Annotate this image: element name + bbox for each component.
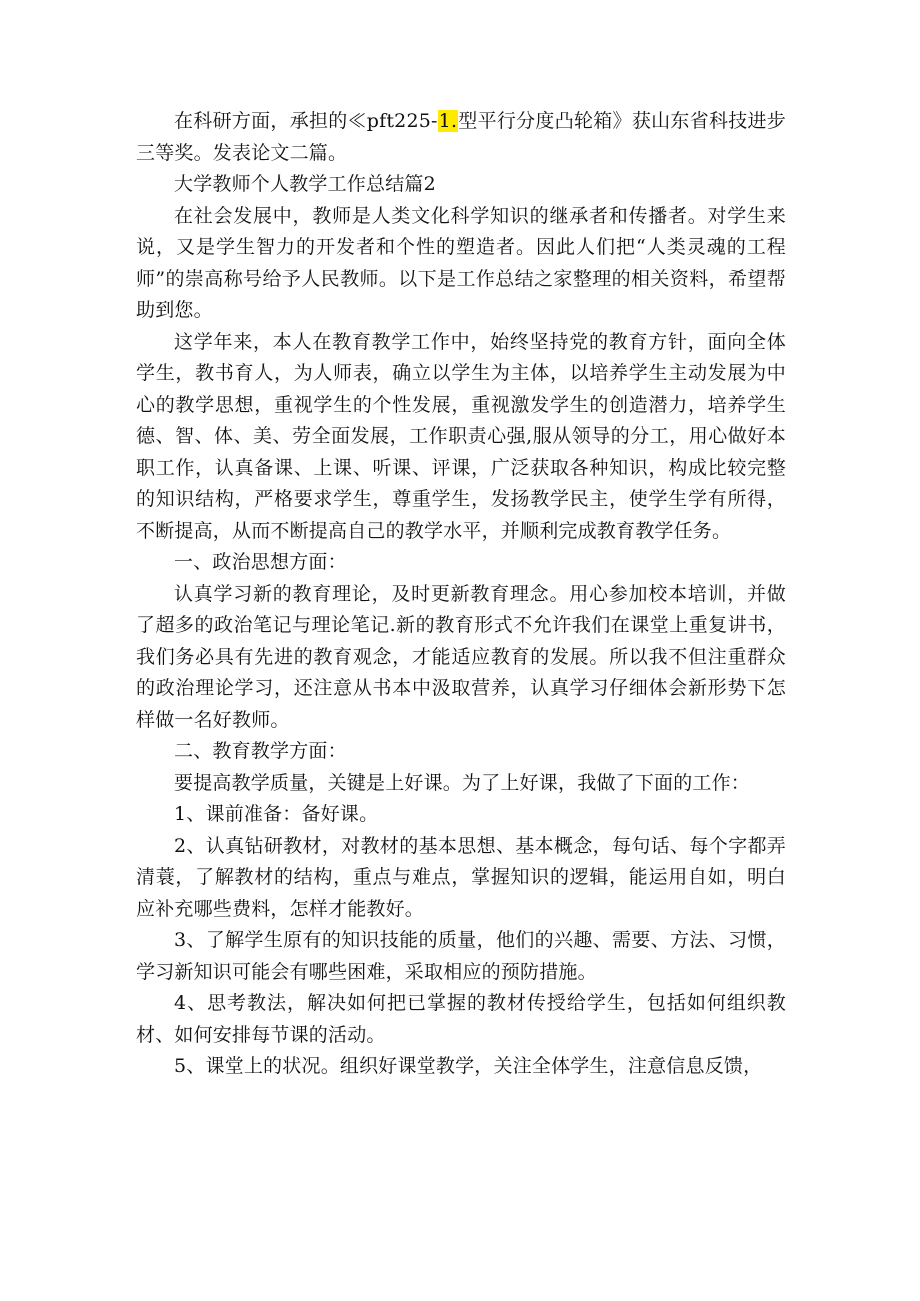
list-item-5: 5、课堂上的状况。组织好课堂教学，关注全体学生，注意信息反馈， (174, 1055, 763, 1077)
paragraph-political: 认真学习新的教育理论，及时更新教育理念。用心参加校本培训，并做了超多的政治笔记与理论笔记.新的教育形式不允许我们在课堂上重复讲书，我们务必具有先进的教育观念，才能适应教育的发展。所以我不但注重群众的政治理论学习，还注意从书本中汲取营养，认真学习仔细体会新形势下怎样做一名好教师。 (136, 582, 786, 731)
section-title: 大学教师个人教学工作总结篇2 (174, 173, 436, 195)
list-item-1: 1、课前准备：备好课。 (174, 803, 379, 825)
list-item-2: 2、认真钻研教材，对教材的基本思想、基本概念，每句话、每个字都弄清蓑，了解教材的结构，重点与难点，掌握知识的逻辑，能运用自如，明白应补充哪些费料，怎样才能教好。 (136, 834, 786, 920)
paragraph-intro: 在社会发展中，教师是人类文化科学知识的继承者和传播者。对学生来说，又是学生智力的开发者和个性的塑造者。因此人们把“人类灵魂的工程师”的崇高称号给予人民教师。以下是工作总结之家整理的相关资料，希望帮助到您。 (136, 204, 786, 321)
highlighted-text: 1. (438, 110, 458, 132)
document-page (136, 106, 786, 1083)
heading-political: 一、政治思想方面： (174, 551, 347, 573)
paragraph-research (136, 106, 786, 169)
list-item-4: 4、思考教法，解决如何把已掌握的教材传授给学生，包括如何组织教材、如何安排每节课的活动。 (136, 992, 786, 1046)
paragraph-teaching-intro: 要提高教学质量，关键是上好课。为了上好课，我做了下面的工作： (174, 771, 751, 794)
research-text-before: 在科研方面，承担的≪pft225- (174, 110, 438, 132)
list-item-3: 3、了解学生原有的知识技能的质量，他们的兴趣、需要、方法、习惯，学习新知识可能会有哪些困难，采取相应的预防措施。 (136, 929, 786, 983)
research-text-after: 型平行分度凸轮箱》获山东省科技进步三等奖。发表论文二篇。 (136, 110, 787, 164)
paragraph-summary: 这学年来，本人在教育教学工作中，始终坚持党的教育方针，面向全体学生，教书育人，为人师表，确立以学生为主体，以培养学生主动发展为中心的教学思想，重视学生的个性发展，重视激发学生的创造潜力，培养学生德、智、体、美、劳全面发展，工作职责心强,服从领导的分工，用心做好本职工作，认真备课、上课、听课、评课，广泛获取各种知识，构成比较完整的知识结构，严格要求学生，尊重学生，发扬教学民主，使学生学有所得，不断提高，从而不断提高自己的教学水平，并顺利完成教育教学任务。 (136, 330, 786, 542)
heading-teaching: 二、教育教学方面： (174, 740, 347, 762)
